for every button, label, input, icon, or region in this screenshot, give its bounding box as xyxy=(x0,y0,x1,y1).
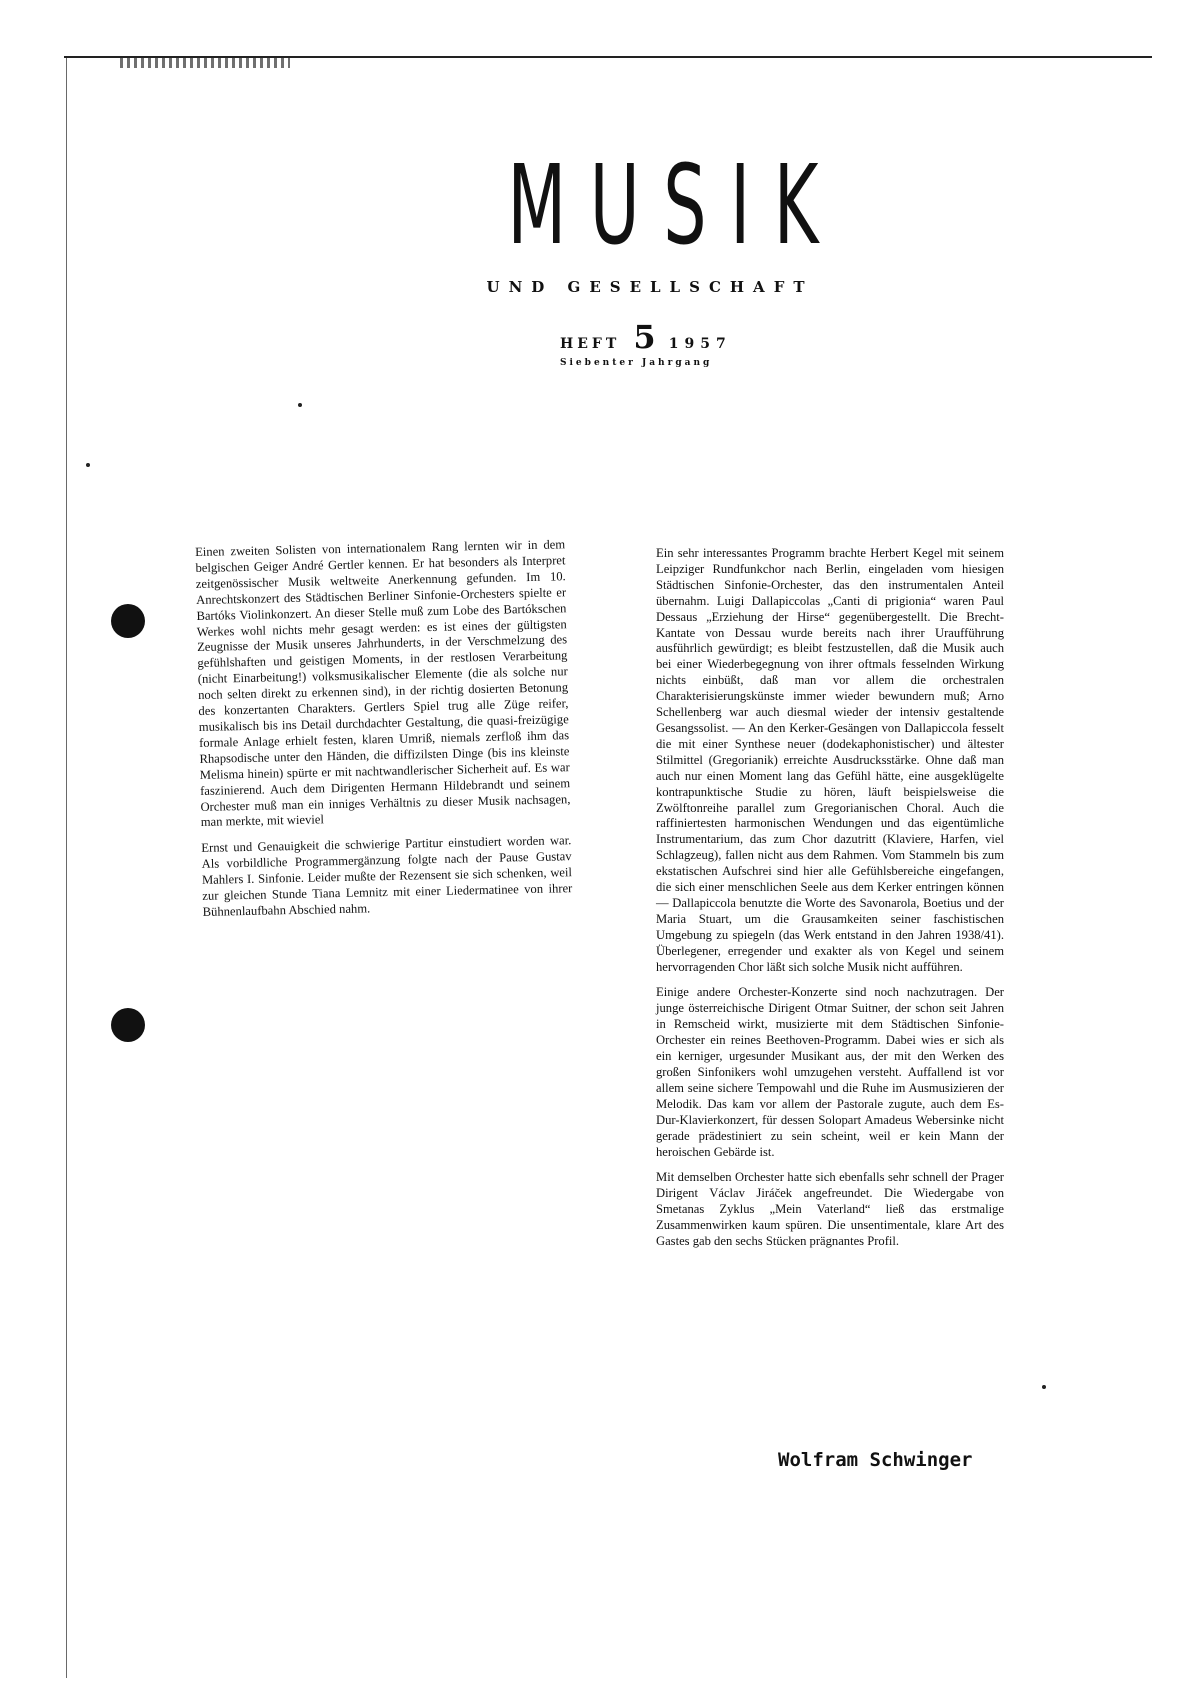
punch-hole-bottom xyxy=(111,1008,145,1042)
paragraph: Ein sehr interessantes Programm brachte Herbert Kegel mit seinem Leipziger Rundfunkchor nach Berlin, eingeladen vom hiesigen Städtischen Sinfonie-Orchester, das den instrumentalen Anteil übernahm. Luigi Dallapiccolas „Canti di prigionia“ waren Paul Dessaus „Erziehung der Hirse“ gegenübergestellt. Die Brecht-Kantate von Dessau wurde bereits nach ihrer Uraufführung ausführlich gewürdigt; es bleibt festzustellen, daß die Musik auch bei einer Wiederbegegnung von ihrer oftmals fesselnden Wirkung nichts einbüßt, daß man vor allem die orchestralen Charakterisierungskünste immer wieder bewundern muß; Arno Schellenberg war auch diesmal wieder der intensiv gestaltende Gesangssolist. — An den Kerker-Gesängen von Dallapiccola fesselt die mit einer Synthese neuer (dodekaphonistischer) und ältester Stilmittel (Gregorianik) erreichte Ausdrucksstärke. Ohne daß man auch nur einen Moment lang das Gefühl hätte, eine ausgeklügelte kontrapunktische Studie zu hören, läuft beispielsweise die Zwölftonreihe parallel zum Gregorianischen Choral. Auch die raffiniertesten harmonischen Wendungen und das eigentümliche Instrumentarium, das zum Chor dazutritt (Klaviere, Harfen, viel Schlagzeug), fallen nicht aus dem Rahmen. Vom Stammeln bis zum ekstatischen Aufschrei sind hier alle Gefühlsbereiche eingefangen, die sich einer menschlichen Seele aus dem Kerker entringen können — Dallapiccola benutzte die Worte des Savonarola, Boetius und der Maria Stuart, um die Grausamkeiten seiner faschistischen Umgebung zu spiegeln (das Werk entstand in den Jahren 1938/41). Überlegener, erregender und exakter als von Kegel und seinem hervorragenden Chor läßt sich solche Musik nicht aufführen. xyxy=(656,546,1004,974)
magazine-title: MUSIK xyxy=(507,141,843,269)
paragraph: Einige andere Orchester-Konzerte sind noch nachzutragen. Der junge österreichische Dirigent Otmar Suitner, der schon seit Jahren in Remscheid wirkt, musizierte mit dem Städtischen Sinfonie-Orchester ein reines Beethoven-Programm. Dabei wies er sich als ein kerniger, urgesunder Musikant aus, der mit den Werken des großen Sinfonikers wohl umzugehen versteht. Auffallend ist vor allem seine sichere Tempowahl und die Ruhe im Ausmusizieren der Melodik. Das kam vor allem der Pastorale zugute, auch dem Es-Dur-Klavierkonzert, für dessen Solopart Amadeus Webersinke nicht gerade prädestiniert zu sein scheint, weil er kein Mann der heroischen Gebärde ist. xyxy=(656,985,1004,1159)
scan-speck xyxy=(86,463,90,467)
paragraph: Mit demselben Orchester hatte sich ebenfalls sehr schnell der Prager Dirigent Václav Jiráček angefreundet. Die Wiedergabe von Smetanas Zyklus „Mein Vaterland“ ließ das erstmalige Zusammenwirken kaum spüren. Die unsentimentale, klare Art des Gastes gab den sechs Stücken prägnantes Profil. xyxy=(656,1170,1004,1249)
left-column xyxy=(195,537,573,921)
right-column xyxy=(656,546,1004,1250)
author-signature: Wolfram Schwinger xyxy=(778,1449,973,1471)
magazine-subtitle: UND GESELLSCHAFT xyxy=(486,278,814,296)
issue-year: 1957 xyxy=(668,336,732,352)
punch-hole-top xyxy=(111,604,145,638)
scan-left-edge xyxy=(66,58,67,1678)
issue-number: 5 xyxy=(633,318,656,356)
scan-speck xyxy=(298,403,302,407)
masthead xyxy=(420,141,880,368)
scan-smudge xyxy=(120,58,290,68)
issue-line xyxy=(420,318,880,356)
paragraph: Einen zweiten Solisten von internationalem Rang lernten wir in dem belgischen Geiger André Gertler kennen. Er hat besonders als Interpret zeitgenössischer Musik weltweite Anerkennung gefunden. Im 10. Anrechtskonzert des Städtischen Berliner Sinfonie-Orchesters spielte er Bartóks Violinkonzert. An dieser Stelle muß zum Lobe des Bartókschen Werkes wohl nichts mehr gesagt werden: es ist eines der gültigsten Zeugnisse der Musik unseres Jahrhunderts, in der Verschmelzung des gefühlshaften und geistigen Moments, in der restlosen Verarbeitung (nicht Einarbeitung!) volksmusikalischer Elemente (die als solche nur noch selten direkt zu erkennen sind), in der richtig dosierten Betonung des konzertanten Charakters. Gertlers Spiel trug alle Züge reifer, musikalisch bis ins Detail durchdachter Gestaltung, die quasi-freizügige formale Anlage erhielt festen, klaren Umriß, niemals zerfloß ihm das Rhapsodische unter den Händen, die diffizilsten Dinge (bis ins kleinste Melisma hinein) spürte er mit nachtwandlerischer Sicherheit auf. Es war faszinierend. Auch dem Dirigenten Hermann Hildebrandt und seinem Orchester muß man ein inniges Verhältnis zu dieser Musik nachsagen, man merkte, mit wieviel xyxy=(195,537,571,830)
scan-speck xyxy=(1042,1385,1046,1389)
issue-label: HEFT xyxy=(560,336,621,352)
paragraph: Ernst und Genauigkeit die schwierige Partitur einstudiert worden war. Als vorbildliche Programmergänzung folgte nach der Pause Gustav Mahlers I. Sinfonie. Leider mußte der Rezensent sie sich schenken, weil zur gleichen Stunde Tiana Lemnitz mit einer Liedermatinee von ihrer Bühnenlaufbahn Abschied nahm. xyxy=(201,833,573,919)
volume-line: Siebenter Jahrgang xyxy=(560,358,713,368)
